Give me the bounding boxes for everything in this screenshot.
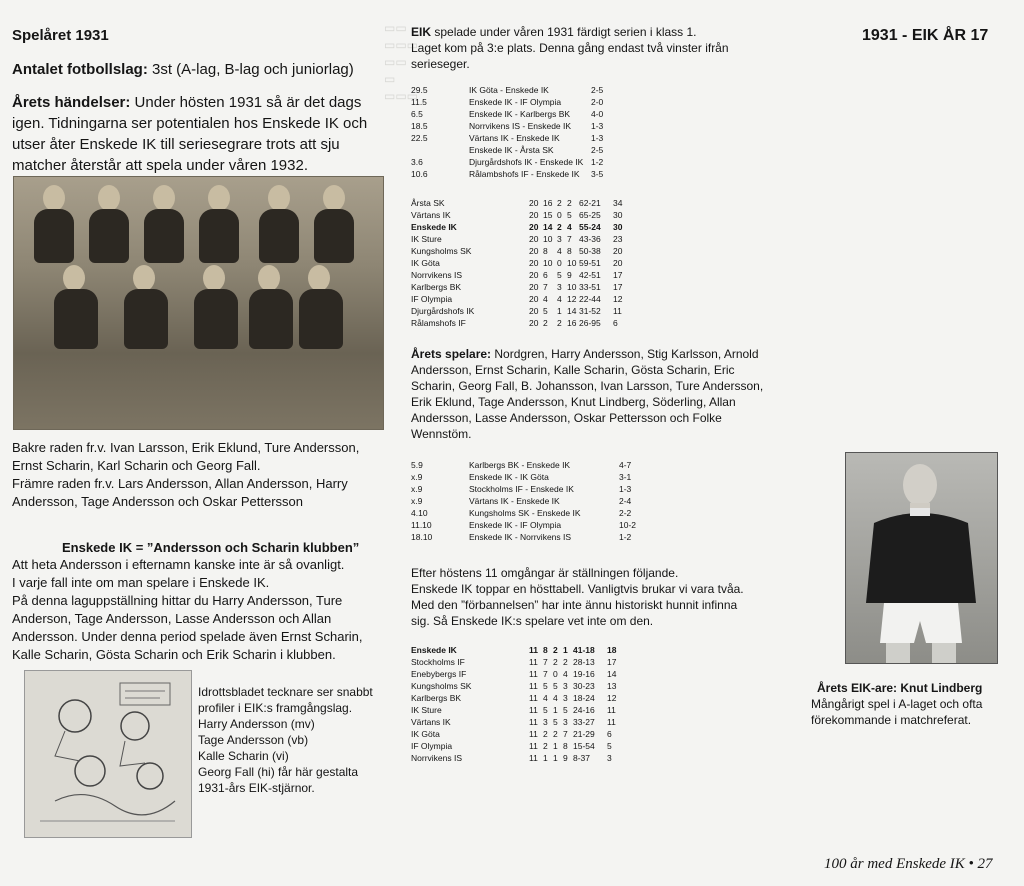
match-row-cell: Enskede IK - IF Olympia <box>469 520 562 530</box>
table-row-cell: Värtans IK <box>411 210 451 220</box>
table-row-cell: 5 <box>557 270 562 280</box>
match-row-cell: 29.5 <box>411 85 428 95</box>
table-row <box>411 692 623 704</box>
table-row <box>411 221 629 233</box>
match-row-cell: 1-2 <box>591 157 604 167</box>
club-heading: Enskede IK = ”Andersson och Scharin klubben” <box>62 540 360 555</box>
table-row-cell: 2 <box>553 645 558 655</box>
table-row <box>411 728 623 740</box>
cartoon-caption-line: 1931-års EIK-stjärnor. <box>198 781 315 795</box>
match-row-cell: x.9 <box>411 496 423 506</box>
table-row-cell: IK Sture <box>411 234 442 244</box>
table-row-cell: 20 <box>529 294 539 304</box>
table-row-cell: 12 <box>613 294 623 304</box>
table-row-cell: IF Olympia <box>411 741 453 751</box>
match-row-cell: Enskede IK - IF Olympia <box>469 97 562 107</box>
club-text-line: Att heta Andersson i efternamn kanske inte är så ovanligt. <box>12 557 345 572</box>
autumn-line: sig. Så Enskede IK:s spelare vet inte om den. <box>411 614 654 628</box>
match-row-cell: Stockholms IF - Enskede IK <box>469 484 574 494</box>
table-row-cell: 16 <box>567 318 577 328</box>
match-row-cell: Enskede IK - Årsta SK <box>469 145 554 155</box>
table-row-cell: 11 <box>529 729 538 739</box>
players-label: Årets spelare: <box>411 347 492 361</box>
table-row-cell: 10 <box>567 258 577 268</box>
table-row-cell: 2 <box>553 657 558 667</box>
table-row-cell: 4 <box>543 294 548 304</box>
events-text: matcher återstår att spela under våren 1932. <box>12 157 309 174</box>
autumn-line: Efter höstens 11 omgångar är ställningen följande. <box>411 566 679 580</box>
table-row-cell: 20 <box>529 234 539 244</box>
table-row-cell: IK Göta <box>411 729 440 739</box>
table-row-cell: 3 <box>607 753 612 763</box>
table-row-cell: 41-18 <box>573 645 595 655</box>
table-row-cell: Värtans IK <box>411 717 451 727</box>
table-row-cell: 20 <box>529 318 539 328</box>
table-row-cell: 3 <box>557 282 562 292</box>
table-row-cell: Kungsholms SK <box>411 246 472 256</box>
match-row-cell: 1-2 <box>619 532 632 542</box>
table-row-cell: Enskede IK <box>411 645 457 655</box>
match-row-cell: 4-0 <box>591 109 604 119</box>
events-paragraph <box>12 92 384 176</box>
table-row-cell: 4 <box>557 294 562 304</box>
player-of-year-line: förekommande i matchreferat. <box>811 713 972 727</box>
table-row-cell: 22-44 <box>579 294 601 304</box>
table-row-cell: 5 <box>543 681 548 691</box>
match-row-cell: Kungsholms SK - Enskede IK <box>469 508 581 518</box>
cartoon-drawing <box>25 671 191 837</box>
table-row-cell: 19-16 <box>573 669 595 679</box>
table-row-cell: 5 <box>553 681 558 691</box>
table-row <box>411 281 629 293</box>
page-header-left: Spelåret 1931 <box>12 27 109 44</box>
match-row-cell: 2-2 <box>619 508 632 518</box>
table-row-cell: 13 <box>607 681 617 691</box>
table-row-cell: 1 <box>553 705 558 715</box>
table-row-cell: 8-37 <box>573 753 591 763</box>
players-line: Erik Eklund, Tage Andersson, Knut Lindberg, Söderling, Allan <box>411 395 736 409</box>
table-row-cell: 30 <box>613 210 623 220</box>
table-row-cell: 33-27 <box>573 717 595 727</box>
match-row-cell: 4-7 <box>619 460 632 470</box>
match-row-cell: Enskede IK - Norrvikens IS <box>469 532 572 542</box>
table-row <box>411 716 623 728</box>
football-teams-label: Antalet fotbollslag: <box>12 61 148 78</box>
table-row-cell: 8 <box>563 741 568 751</box>
match-row <box>411 519 649 531</box>
table-row-cell: 7 <box>543 282 548 292</box>
table-row-cell: 11 <box>529 717 538 727</box>
spring-league-table <box>411 197 629 329</box>
table-row-cell: Karlbergs BK <box>411 693 462 703</box>
table-row-cell: 1 <box>557 306 562 316</box>
match-row <box>411 168 621 180</box>
match-row <box>411 483 649 495</box>
table-row-cell: 11 <box>607 705 616 715</box>
table-row-cell: 14 <box>543 222 553 232</box>
match-row-cell: Norrvikens IS - Enskede IK <box>469 121 572 131</box>
table-row <box>411 680 623 692</box>
table-row-cell: 0 <box>557 258 562 268</box>
table-row-cell: 11 <box>529 681 538 691</box>
caption-line: Bakre raden fr.v. Ivan Larsson, Erik Eklund, Ture Andersson, <box>12 440 360 455</box>
match-row-cell: 1-3 <box>619 484 632 494</box>
match-row-cell: Värtans IK - Enskede IK <box>469 496 560 506</box>
player-of-year-text <box>811 696 982 728</box>
match-row <box>411 531 649 543</box>
match-row <box>411 459 649 471</box>
match-row <box>411 507 649 519</box>
table-row-cell: 20 <box>529 306 539 316</box>
autumn-paragraph <box>411 565 744 629</box>
table-row-cell: Norrvikens IS <box>411 753 463 763</box>
table-row-cell: 6 <box>613 318 618 328</box>
table-row-cell: 3 <box>543 717 548 727</box>
match-row-cell: 18.10 <box>411 532 433 542</box>
photo-caption <box>12 439 359 511</box>
table-row-cell: 7 <box>567 234 572 244</box>
table-row-cell: 3 <box>563 693 568 703</box>
table-row-cell: 4 <box>557 246 562 256</box>
bleed-through-left: ▭▭ ▭▭▭ ▭▭ ▭ ▭▭▭ <box>384 21 419 103</box>
match-row <box>411 144 621 156</box>
table-row-cell: 50-38 <box>579 246 601 256</box>
match-row <box>411 156 621 168</box>
table-row-cell: 11 <box>529 657 538 667</box>
table-row <box>411 656 623 668</box>
table-row-cell: 20 <box>529 222 539 232</box>
autumn-league-table <box>411 644 623 764</box>
table-row <box>411 704 623 716</box>
table-row-cell: 2 <box>557 318 562 328</box>
table-row-cell: 59-51 <box>579 258 601 268</box>
table-row-cell: 2 <box>557 198 562 208</box>
table-row-cell: 10 <box>543 258 553 268</box>
table-row-cell: 20 <box>529 270 539 280</box>
table-row-cell: 11 <box>529 705 538 715</box>
players-line: Wennstöm. <box>411 427 472 441</box>
table-row <box>411 245 629 257</box>
table-row-cell: 5 <box>563 705 568 715</box>
player-of-year-label: Årets EIK-are: Knut Lindberg <box>817 681 983 695</box>
table-row-cell: 31-52 <box>579 306 601 316</box>
table-row-cell: IF Olympia <box>411 294 453 304</box>
player-figure <box>846 453 997 663</box>
table-row-cell: 4 <box>543 693 548 703</box>
spring-matches-table <box>411 84 621 180</box>
table-row-cell: IK Sture <box>411 705 442 715</box>
table-row-cell: 5 <box>567 210 572 220</box>
table-row-cell: 7 <box>563 729 568 739</box>
match-row-cell: 1-3 <box>591 121 604 131</box>
table-row-cell: 10 <box>543 234 553 244</box>
spring-intro-line: serieseger. <box>411 57 470 71</box>
table-row-cell: 62-21 <box>579 198 601 208</box>
cartoon-caption-line: Kalle Scharin (vi) <box>198 749 289 763</box>
spring-intro <box>411 24 729 72</box>
table-row-cell: 11 <box>529 741 538 751</box>
table-row-cell: 11 <box>529 669 538 679</box>
table-row <box>411 644 623 656</box>
table-row-cell: 5 <box>543 306 548 316</box>
table-row-cell: 65-25 <box>579 210 601 220</box>
events-text: igen. Tidningarna ser potentialen hos Enskede IK och <box>12 115 368 132</box>
page-header-right: 1931 - EIK ÅR 17 <box>862 27 989 44</box>
match-row <box>411 495 649 507</box>
table-row-cell: 3 <box>563 681 568 691</box>
table-row-cell: 43-36 <box>579 234 601 244</box>
table-row-cell: 10 <box>567 282 577 292</box>
table-row-cell: 34 <box>613 198 623 208</box>
table-row-cell: 20 <box>529 198 539 208</box>
table-row-cell: IK Göta <box>411 258 440 268</box>
caption-line: Andersson, Tage Andersson och Oskar Pettersson <box>12 494 303 509</box>
table-row <box>411 233 629 245</box>
table-row-cell: 23 <box>613 234 623 244</box>
table-row-cell: 30 <box>613 222 623 232</box>
autumn-line: Med den ”förbannelsen” har inte ännu historiskt hunnit infinna <box>411 598 738 612</box>
players-line: Andersson, Ernst Scharin, Kalle Scharin, Gösta Scharin, Eric <box>411 363 735 377</box>
table-row-cell: 17 <box>613 282 623 292</box>
match-row-cell: Karlbergs BK - Enskede IK <box>469 460 571 470</box>
table-row-cell: Stockholms IF <box>411 657 465 667</box>
club-text-line: Andersson. Under denna period spelade även Ernst Scharin, <box>12 629 363 644</box>
table-row-cell: 15 <box>543 210 553 220</box>
match-row <box>411 96 621 108</box>
table-row-cell: 7 <box>543 669 548 679</box>
table-row-cell: 14 <box>567 306 577 316</box>
table-row-cell: 11 <box>529 693 538 703</box>
table-row-cell: 1 <box>563 645 568 655</box>
table-row-cell: 12 <box>607 693 617 703</box>
football-teams-value: 3st (A-lag, B-lag och juniorlag) <box>152 61 354 78</box>
table-row <box>411 257 629 269</box>
table-row-cell: 11 <box>613 306 622 316</box>
table-row-cell: Djurgårdshofs IK <box>411 306 475 316</box>
table-row-cell: 2 <box>543 318 548 328</box>
table-row-cell: 9 <box>563 753 568 763</box>
club-text <box>12 556 363 664</box>
club-text-line: På denna laguppställning hittar du Harry Andersson, Ture <box>12 593 343 608</box>
table-row <box>411 293 629 305</box>
match-row-cell: 3-1 <box>619 472 632 482</box>
cartoon-illustration <box>24 670 192 838</box>
table-row-cell: 5 <box>553 717 558 727</box>
players-paragraph <box>411 346 781 442</box>
table-row-cell: 20 <box>613 258 623 268</box>
page-footer: 100 år med Enskede IK • 27 <box>824 856 993 872</box>
table-row-cell: 26-95 <box>579 318 601 328</box>
events-label: Årets händelser: <box>12 94 131 111</box>
events-text: Under hösten 1931 så är det dags <box>134 94 362 111</box>
table-row <box>411 197 629 209</box>
match-row-cell: 11.5 <box>411 97 427 107</box>
table-row <box>411 269 629 281</box>
table-row-cell: Norrvikens IS <box>411 270 463 280</box>
table-row-cell: 18 <box>607 645 617 655</box>
match-row <box>411 132 621 144</box>
match-row-cell: 3-5 <box>591 169 604 179</box>
cartoon-caption-line: profiler i EIK:s framgångslag. <box>198 701 353 715</box>
match-row-cell: 10.6 <box>411 169 428 179</box>
table-row-cell: 3 <box>557 234 562 244</box>
match-row-cell: Enskede IK - Karlbergs BK <box>469 109 571 119</box>
table-row-cell: Enskede IK <box>411 222 457 232</box>
match-row-cell: 2-4 <box>619 496 632 506</box>
cartoon-caption-line: Georg Fall (hi) får här gestalta <box>198 765 359 779</box>
spring-intro-line: Laget kom på 3:e plats. Denna gång endast två vinster ifrån <box>411 41 729 55</box>
match-row-cell: 4.10 <box>411 508 428 518</box>
match-row-cell: Rålambshofs IF - Enskede IK <box>469 169 580 179</box>
match-row <box>411 108 621 120</box>
match-row-cell: 2-0 <box>591 97 604 107</box>
table-row-cell: 12 <box>567 294 577 304</box>
table-row-cell: Karlbergs BK <box>411 282 462 292</box>
match-row-cell: Enskede IK - IK Göta <box>469 472 549 482</box>
table-row-cell: 18-24 <box>573 693 595 703</box>
match-row-cell: 2-5 <box>591 85 604 95</box>
table-row-cell: 1 <box>553 741 558 751</box>
table-row-cell: 30-23 <box>573 681 595 691</box>
table-row-cell: 2 <box>543 741 548 751</box>
autumn-line: Enskede IK toppar en hösttabell. Vanligtvis brukar vi vara tvåa. <box>411 582 744 596</box>
club-text-line: I varje fall inte om man spelare i Enskede IK. <box>12 575 270 590</box>
match-row-cell <box>411 144 469 156</box>
table-row-cell: 8 <box>567 246 572 256</box>
table-row-cell: 7 <box>543 657 548 667</box>
table-row-cell: 6 <box>543 270 548 280</box>
players-line: Årets spelare: Nordgren, Harry Andersson, Stig Karlsson, Arnold <box>411 347 759 361</box>
table-row-cell: 42-51 <box>579 270 601 280</box>
table-row-cell: 2 <box>557 222 562 232</box>
table-row-cell: 2 <box>543 729 548 739</box>
match-row-cell: x.9 <box>411 484 423 494</box>
table-row-cell: 11 <box>607 717 616 727</box>
club-text-line: Kalle Scharin, Gösta Scharin och Erik Scharin i klubben. <box>12 647 336 662</box>
match-row-cell: 6.5 <box>411 109 423 119</box>
table-row-cell: 20 <box>529 258 539 268</box>
table-row-cell: 20 <box>529 282 539 292</box>
table-row-cell: 33-51 <box>579 282 601 292</box>
table-row <box>411 752 623 764</box>
table-row-cell: 20 <box>613 246 623 256</box>
table-row-cell: 1 <box>553 753 558 763</box>
cartoon-caption-line: Tage Andersson (vb) <box>198 733 309 747</box>
table-row-cell: 5 <box>543 705 548 715</box>
players-line: Andersson, Lasse Andersson, Oskar Pettersson och Folke <box>411 411 722 425</box>
table-row-cell: 16 <box>543 198 553 208</box>
table-row-cell: 28-13 <box>573 657 595 667</box>
table-row-cell: 20 <box>529 210 539 220</box>
table-row-cell: 11 <box>529 753 538 763</box>
table-row <box>411 317 629 329</box>
table-row-cell: 2 <box>563 657 568 667</box>
table-row-cell: 4 <box>567 222 572 232</box>
table-row-cell: Årsta SK <box>411 198 445 208</box>
match-row-cell: 22.5 <box>411 133 428 143</box>
autumn-matches-table <box>411 459 649 543</box>
table-row-cell: 4 <box>563 669 568 679</box>
table-row-cell: 4 <box>553 693 558 703</box>
table-row-cell: 20 <box>529 246 539 256</box>
cartoon-caption-line: Idrottsbladet tecknare ser snabbt <box>198 685 373 699</box>
table-row-cell: 6 <box>607 729 612 739</box>
match-row-cell: 18.5 <box>411 121 428 131</box>
table-row-cell: 0 <box>553 669 558 679</box>
table-row-cell: 55-24 <box>579 222 601 232</box>
table-row <box>411 209 629 221</box>
table-row-cell: Kungsholms SK <box>411 681 472 691</box>
table-row-cell: Rålamshofs IF <box>411 318 466 328</box>
events-text: utser åter Enskede IK till seriesegrare trots att sju <box>12 136 340 153</box>
football-teams-line <box>12 61 354 78</box>
table-row-cell: 24-16 <box>573 705 595 715</box>
table-row-cell: 11 <box>529 645 538 655</box>
match-row-cell: 1-3 <box>591 133 604 143</box>
table-row-cell: 2 <box>567 198 572 208</box>
match-row-cell: 5.9 <box>411 460 423 470</box>
table-row-cell: 5 <box>607 741 612 751</box>
table-row-cell: 21-29 <box>573 729 595 739</box>
club-text-line: Anderson, Tage Andersson, Lasse Andersson och Allan <box>12 611 332 626</box>
table-row <box>411 668 623 680</box>
table-row-cell: Enebybergs IF <box>411 669 467 679</box>
table-row-cell: 0 <box>557 210 562 220</box>
table-row <box>411 305 629 317</box>
table-row <box>411 740 623 752</box>
match-row <box>411 84 621 96</box>
match-row-cell: 3.6 <box>411 157 423 167</box>
table-row-cell: 15-54 <box>573 741 595 751</box>
match-row-cell: 10-2 <box>619 520 637 530</box>
spring-intro-line: EIK spelade under våren 1931 färdigt serien i klass 1. <box>411 25 697 39</box>
player-of-year-line: Mångårigt spel i A-laget och ofta <box>811 697 983 711</box>
match-row-cell: x.9 <box>411 472 423 482</box>
table-row-cell: 3 <box>563 717 568 727</box>
table-row-cell: 8 <box>543 645 548 655</box>
caption-line: Främre raden fr.v. Lars Andersson, Allan Andersson, Harry <box>12 476 348 491</box>
players-line: Scharin, Georg Fall, B. Johansson, Ivan Larsson, Ture Andersson, <box>411 379 764 393</box>
table-row-cell: 2 <box>553 729 558 739</box>
match-row <box>411 120 621 132</box>
caption-line: Ernst Scharin, Karl Scharin och Georg Fall. <box>12 458 261 473</box>
cartoon-caption-line: Harry Andersson (mv) <box>198 717 315 731</box>
match-row-cell: Djurgårdshofs IK - Enskede IK <box>469 157 584 167</box>
table-row-cell: 17 <box>613 270 623 280</box>
match-row <box>411 471 649 483</box>
match-row-cell: 11.10 <box>411 520 432 530</box>
match-row-cell: IK Göta - Enskede IK <box>469 85 549 95</box>
table-row-cell: 14 <box>607 669 617 679</box>
team-photo <box>13 176 384 430</box>
table-row-cell: 9 <box>567 270 572 280</box>
player-photo <box>845 452 998 664</box>
table-row-cell: 17 <box>607 657 617 667</box>
match-row-cell: Värtans IK - Enskede IK <box>469 133 560 143</box>
match-row-cell: 2-5 <box>591 145 604 155</box>
cartoon-caption <box>198 684 373 796</box>
table-row-cell: 8 <box>543 246 548 256</box>
table-row-cell: 1 <box>543 753 548 763</box>
